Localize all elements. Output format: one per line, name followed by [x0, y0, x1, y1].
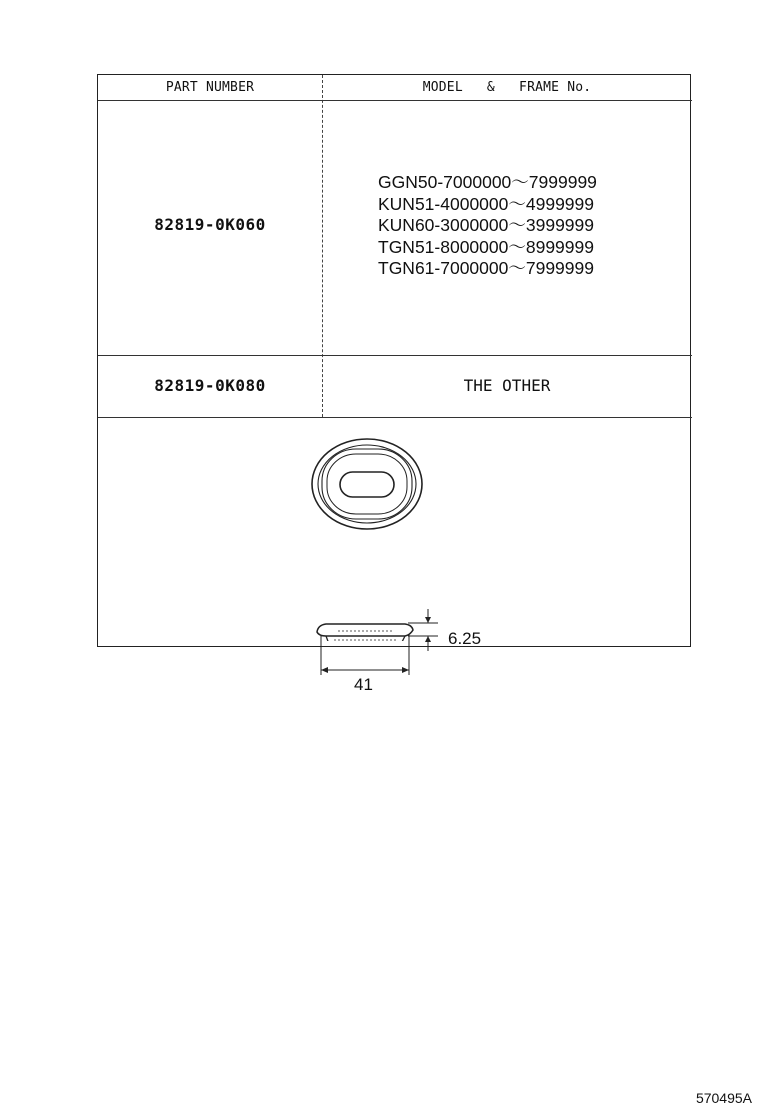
- parts-table: [97, 74, 691, 694]
- grommet-top-view: [312, 439, 422, 529]
- part-number-2: 82819-0K080: [154, 376, 266, 395]
- model-frame-entry: TGN51-8000000～8999999: [378, 236, 594, 257]
- part-number-1: 82819-0K060: [154, 215, 266, 234]
- model-frame-entry: TGN61-7000000～7999999: [378, 258, 594, 278]
- row-divider-2: [98, 417, 692, 418]
- reference-code: 570495A: [695, 1090, 752, 1106]
- column-divider: [322, 75, 323, 417]
- width-dimension: [321, 635, 409, 675]
- header-model-frame: MODEL & FRAME No.: [422, 80, 592, 95]
- row-divider-1: [98, 355, 692, 356]
- width-dimension-label: 41: [354, 675, 373, 694]
- dimension-lines: [298, 601, 538, 701]
- header-part-number: PART NUMBER: [165, 80, 255, 95]
- model-list-1: [378, 172, 597, 280]
- grommet-drawing: [298, 431, 518, 694]
- model-other: THE OTHER: [463, 376, 551, 395]
- model-frame-entry: KUN60-3000000～3999999: [378, 215, 594, 235]
- height-dimension: [408, 609, 438, 651]
- model-frame-entry: KUN51-4000000～4999999: [378, 193, 594, 214]
- height-dimension-label: 6.25: [448, 629, 482, 648]
- model-frame-entry: GGN50-7000000～7999999: [378, 172, 597, 192]
